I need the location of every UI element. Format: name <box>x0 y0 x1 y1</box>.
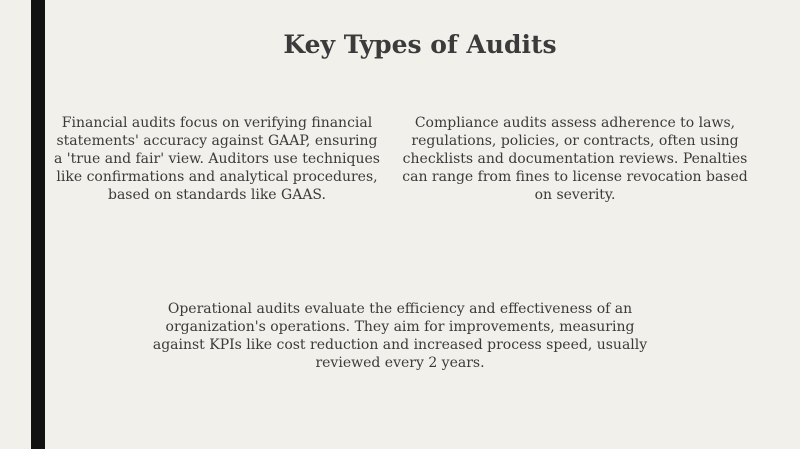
slide-title: Key Types of Audits <box>283 30 557 59</box>
financial-audits-text: Financial audits focus on verifying financial statements' accuracy against GAAP, ensuring a 'true and fair' view. Auditors use techniques like confirmations and analytical procedures, based on standards like GAAS. <box>54 115 380 203</box>
operational-audits-text: Operational audits evaluate the efficiency and effectiveness of an organization's operations. They aim for improvements, measuring against KPIs like cost reduction and increased process speed, usually reviewed every 2 years. <box>152 301 648 371</box>
left-accent-bar <box>31 0 45 449</box>
compliance-audits-text: Compliance audits assess adherence to laws, regulations, policies, or contracts, often using checklists and documentation reviews. Penalties can range from fines to license revocation based on severity. <box>402 115 748 203</box>
